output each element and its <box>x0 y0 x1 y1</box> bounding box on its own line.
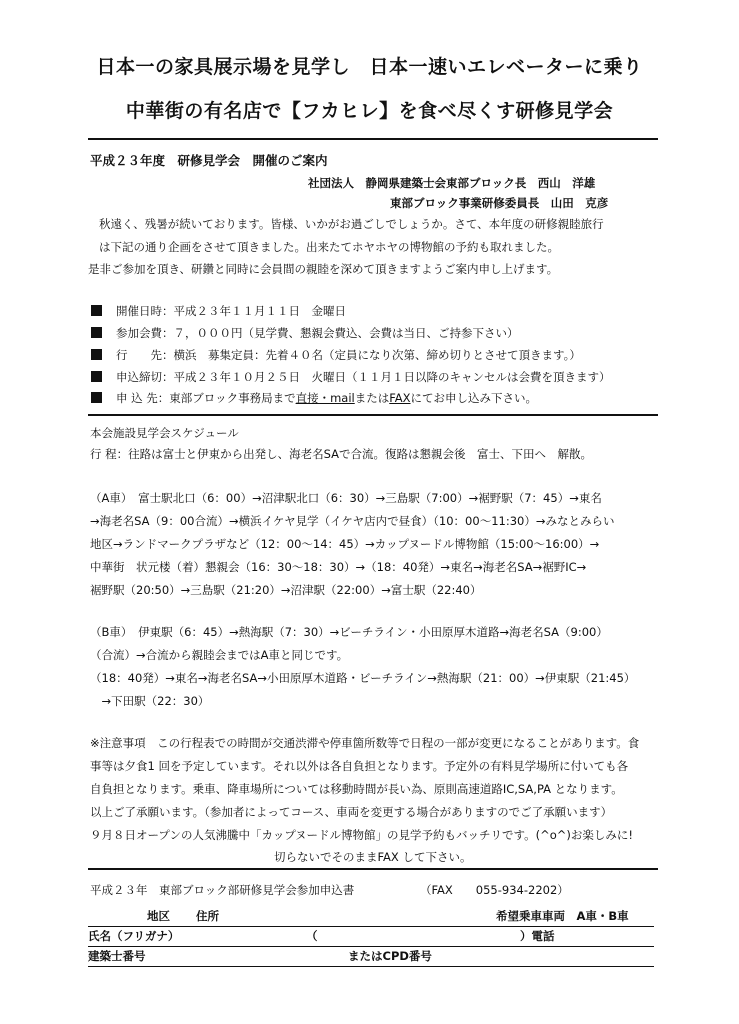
form-furigana-open: （ <box>306 929 318 943</box>
notes-line-3: 自負担となります。乗車、降車場所については移動時間が長い為、原則高速道路IC,SA,PA となります。 <box>90 782 623 796</box>
sender-line-1: 社団法人 静岡県建築士会東部ブロック長 西山 洋雄 <box>308 176 596 190</box>
notes-line-5: ９月８日オープンの人気沸騰中「カップヌードル博物館」の見学予約もバッチリです。(^o^)お楽しみに! <box>90 828 634 842</box>
form-fax-number: （FAX 055-934-2202） <box>420 883 569 897</box>
fax-instruction: 切らないでそのままFAX して下さい。 <box>274 850 472 864</box>
headline-line-2: 中華街の有名店で【フカヒレ】を食べ尽くす研修見学会 <box>125 100 614 122</box>
form-name-line[interactable] <box>88 946 654 947</box>
form-car-choice[interactable]: 希望乗車車両 A車・B車 <box>496 909 629 923</box>
intro-paragraph-line-3: 是非ご参加を頂き、研鑽と同時に会員間の親睦を深めて頂きますようご案内申し上げます。 <box>88 262 559 276</box>
bullet-icon <box>91 392 102 403</box>
car-b-line-4: →下田駅（22：30） <box>90 694 210 708</box>
sender-line-2: 東部ブロック事業研修委員長 山田 克彦 <box>390 196 609 210</box>
form-district-label: 地区 <box>147 909 170 923</box>
car-a-line-3: 地区→ランドマークプラザなど（12：00～14：45）→カップヌードル博物館（15:00～16:00）→ <box>90 537 600 551</box>
form-license-line[interactable] <box>88 966 654 967</box>
notes-line-2: 事等は夕食1 回を予定しています。それ以外は各自負担となります。予定外の有料見学場所に付いても各 <box>90 759 629 773</box>
bullet-icon <box>91 349 102 360</box>
intro-paragraph-line-2: は下記の通り企画をさせて頂きました。出来たてホヤホヤの博物館の予約も取れました。 <box>99 240 559 254</box>
form-cpd-label: またはCPD番号 <box>348 949 432 963</box>
form-phone-label: ）電話 <box>520 929 555 943</box>
notes-line-1: ※注意事項 この行程表での時間が交通渋滞や停車箇所数等で日程の一部が変更になることがあります。食 <box>90 736 640 750</box>
schedule-title: 本会施設見学会スケジュール <box>90 426 239 440</box>
car-a-line-5: 裾野駅（20:50）→三島駅（21:20）→沼津駅（22:00）→富士駅（22:40） <box>90 583 482 597</box>
car-a-line-2: →海老名SA（9：00合流）→横浜イケヤ見学（イケヤ店内で昼食）（10：00～11:30）→みなとみらい <box>90 514 615 528</box>
bullet-icon <box>91 305 102 316</box>
notes-line-4: 以上ご了承願います。（参加者によってコース、車両を変更する場合がありますのでご了承願います） <box>90 805 613 819</box>
car-a-line-4: 中華街 状元楼（着）懇親会（16：30～18：30）→（18：40発）→東名→海老名SA→裾野IC→ <box>90 560 587 574</box>
schedule-route: 行 程：往路は富士と伊東から出発し、海老名SAで合流。復路は懇親会後 富士、下田へ 解散。 <box>90 447 593 461</box>
bullet-icon <box>91 327 102 338</box>
form-license-label: 建築士番号 <box>88 949 146 963</box>
detail-item-date: 開催日時：平成２３年１１月１１日 金曜日 <box>91 304 346 319</box>
headline-line-1: 日本一の家具展示場を見学し 日本一速いエレベーターに乗り <box>96 56 643 78</box>
form-divider <box>88 868 658 870</box>
bullet-icon <box>91 371 102 382</box>
detail-item-deadline: 申込締切：平成２３年１０月２５日 火曜日（１１月１日以降のキャンセルは会費を頂きます） <box>91 370 611 385</box>
form-title: 平成２３年 東部ブロック部研修見学会参加申込書 <box>90 883 355 897</box>
car-a-line-1: （A車） 富士駅北口（6：00）→沼津駅北口（6：30）→三島駅（7:00）→裾野駅（7：45）→東名 <box>90 491 602 505</box>
form-name-label: 氏名（フリガナ） <box>88 929 180 943</box>
car-b-line-2: （合流）→合流から親睦会まではA車と同じです。 <box>90 648 349 662</box>
intro-title: 平成２３年度 研修見学会 開催のご案内 <box>90 153 328 168</box>
detail-item-apply: 申 込 先：東部ブロック事務局まで直接・mailまたはFAXにてお申し込み下さい。 <box>91 391 537 406</box>
car-b-line-3: （18：40発）→東名→海老名SA→小田原厚木道路・ビーチライン→熱海駅（21：00）→伊東駅（21:45） <box>90 671 636 685</box>
intro-paragraph-line-1: 秋遠く、残暑が続いております。皆様、いかがお過ごしでしょうか。さて、本年度の研修親睦旅行 <box>99 217 604 231</box>
header-divider <box>88 138 658 140</box>
form-address-line[interactable] <box>88 926 654 927</box>
detail-item-fee: 参加会費：７，０００円（見学費、懇親会費込、会費は当日、ご持参下さい） <box>91 326 519 341</box>
detail-item-destination: 行 先：横浜 募集定員：先着４０名（定員になり次第、締め切りとさせて頂きます。） <box>91 348 581 363</box>
car-b-line-1: （B車） 伊東駅（6：45）→熱海駅（7：30）→ビーチライン・小田原厚木道路→海老名SA（9:00） <box>90 625 608 639</box>
form-address-label: 住所 <box>196 909 219 923</box>
details-divider <box>88 414 658 416</box>
